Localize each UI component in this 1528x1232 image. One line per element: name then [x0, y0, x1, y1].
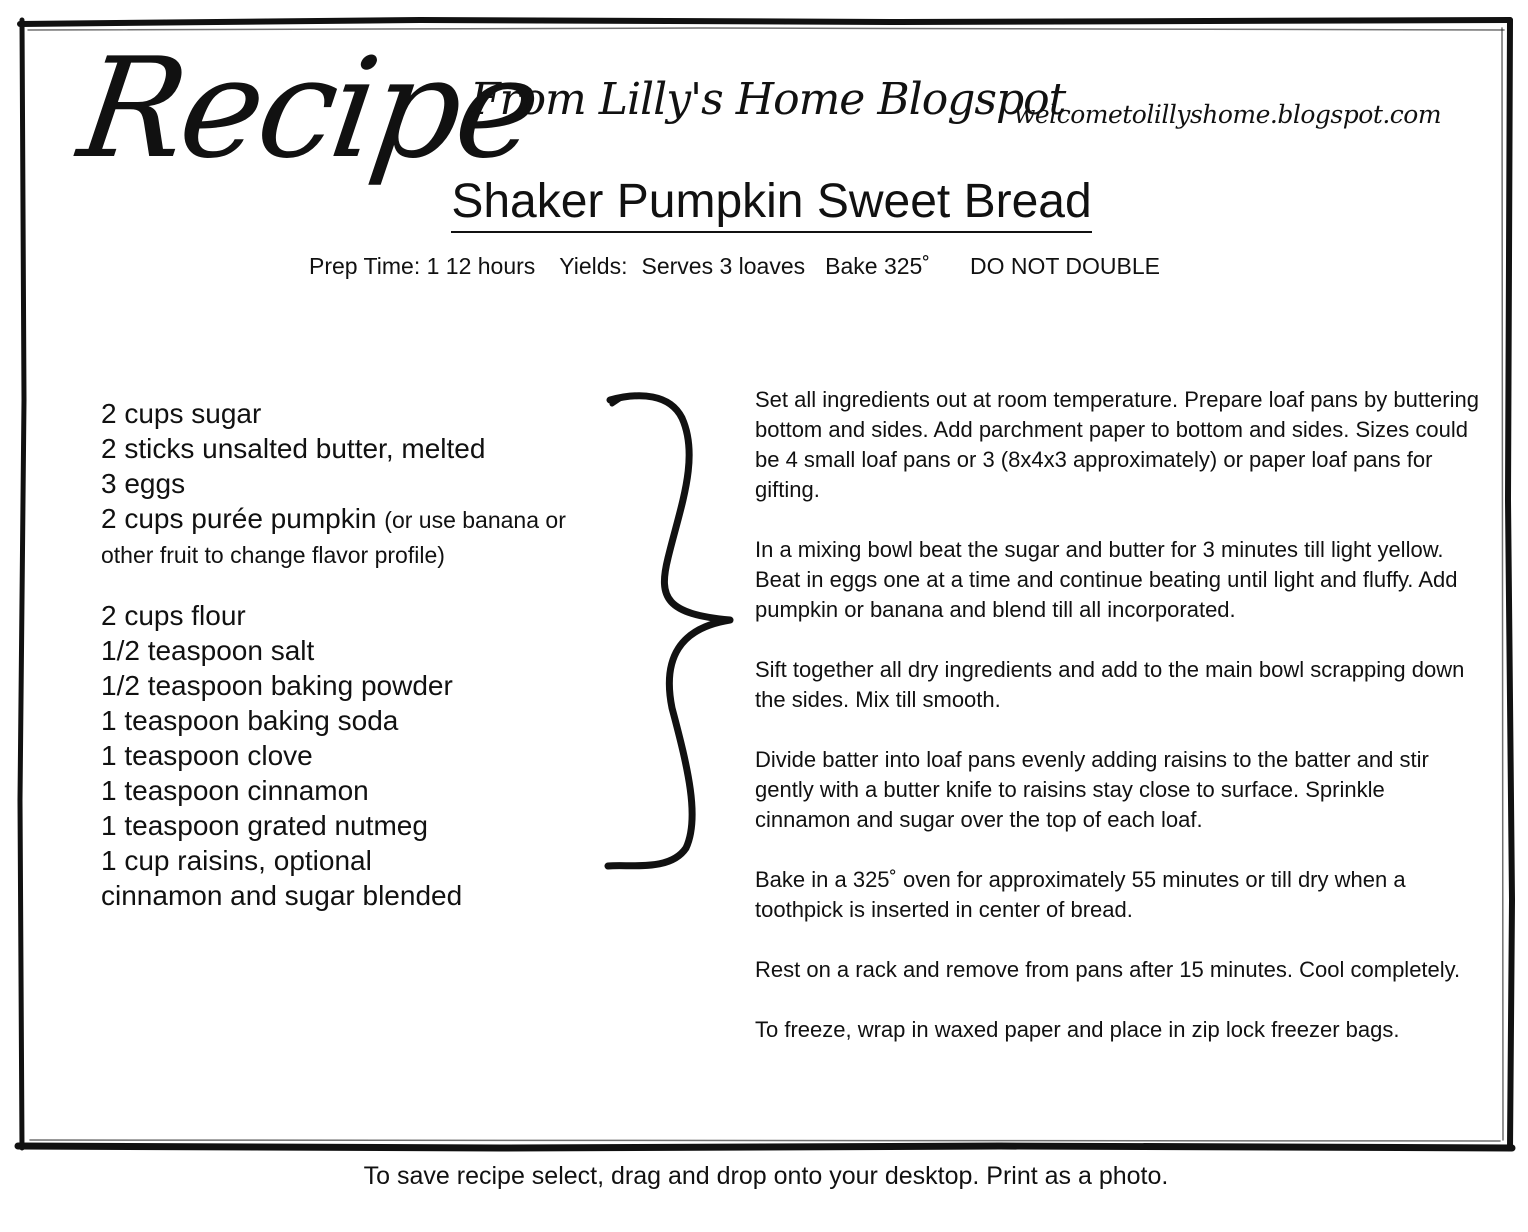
- ingredient-item: 1/2 teaspoon baking powder: [101, 670, 453, 701]
- curly-brace-icon: [600, 388, 750, 878]
- recipe-title: Shaker Pumpkin Sweet Bread: [451, 173, 1091, 233]
- ingredient-spacer: [101, 571, 601, 598]
- recipe-script-logo: Recipe: [70, 28, 547, 189]
- ingredients-list: [101, 396, 601, 913]
- direction-step: Sift together all dry ingredients and add to the main bowl scrapping down the sides. Mix till smooth.: [755, 657, 1465, 712]
- blog-name: From Lilly's Home Blogspot: [470, 74, 1066, 125]
- blog-url: welcometolillyshome.blogspot.com: [1014, 100, 1442, 129]
- ingredient-item: 2 sticks unsalted butter, melted: [101, 433, 486, 464]
- ingredient-item: 1 teaspoon cinnamon: [101, 775, 369, 806]
- direction-step: Divide batter into loaf pans evenly adding raisins to the batter and stir gently with a butter knife to raisins stay close to surface. Sprinkle cinnamon and sugar over the top of each loaf.: [755, 747, 1429, 832]
- direction-step: Rest on a rack and remove from pans after 15 minutes. Cool completely.: [755, 957, 1461, 982]
- ingredient-item: 1/2 teaspoon salt: [101, 635, 315, 666]
- recipe-title-wrapper: [0, 172, 1528, 233]
- directions: [755, 385, 1485, 1075]
- direction-step: Bake in a 325˚ oven for approximately 55 minutes or till dry when a toothpick is inserted in center of bread.: [755, 867, 1406, 922]
- bake-temp: Bake 325˚: [825, 253, 930, 279]
- ingredient-item: 3 eggs: [101, 468, 186, 499]
- save-instructions: To save recipe select, drag and drop onto your desktop. Print as a photo.: [363, 1162, 1169, 1190]
- ingredient-item: cinnamon and sugar blended: [101, 880, 463, 911]
- recipe-meta: [309, 252, 1160, 280]
- ingredient-item-pumpkin: [101, 501, 601, 571]
- serves: Serves 3 loaves: [641, 253, 806, 279]
- ingredient-item: 2 cups flour: [101, 600, 246, 631]
- ingredient-item: 1 teaspoon clove: [101, 740, 313, 771]
- ingredient-item: 1 teaspoon baking soda: [101, 705, 399, 736]
- direction-step: In a mixing bowl beat the sugar and butter for 3 minutes till light yellow. Beat in eggs one at a time and continue beating until light and fluffy. Add pumpkin or banana and blend till all incorporated.: [755, 537, 1458, 622]
- direction-step: Set all ingredients out at room temperature. Prepare loaf pans by buttering bottom and sides. Add parchment paper to bottom and sides. Sizes could be 4 small loaf pans or 3 (8x4x3 approximately) or paper loaf pans for gifting.: [755, 387, 1479, 502]
- ingredient-item: 1 teaspoon grated nutmeg: [101, 810, 428, 841]
- double-warning: DO NOT DOUBLE: [969, 253, 1160, 279]
- direction-step: To freeze, wrap in waxed paper and place in zip lock freezer bags.: [755, 1017, 1400, 1042]
- ingredient-item: 2 cups sugar: [101, 398, 262, 429]
- ingredient-item: 1 cup raisins, optional: [101, 845, 372, 876]
- yields-label: Yields:: [559, 253, 628, 279]
- ingredient-pumpkin-note: (or use banana or other fruit to change flavor profile): [101, 507, 566, 568]
- ingredient-pumpkin: 2 cups purée pumpkin: [101, 503, 377, 534]
- prep-time: Prep Time: 1 12 hours: [309, 253, 536, 279]
